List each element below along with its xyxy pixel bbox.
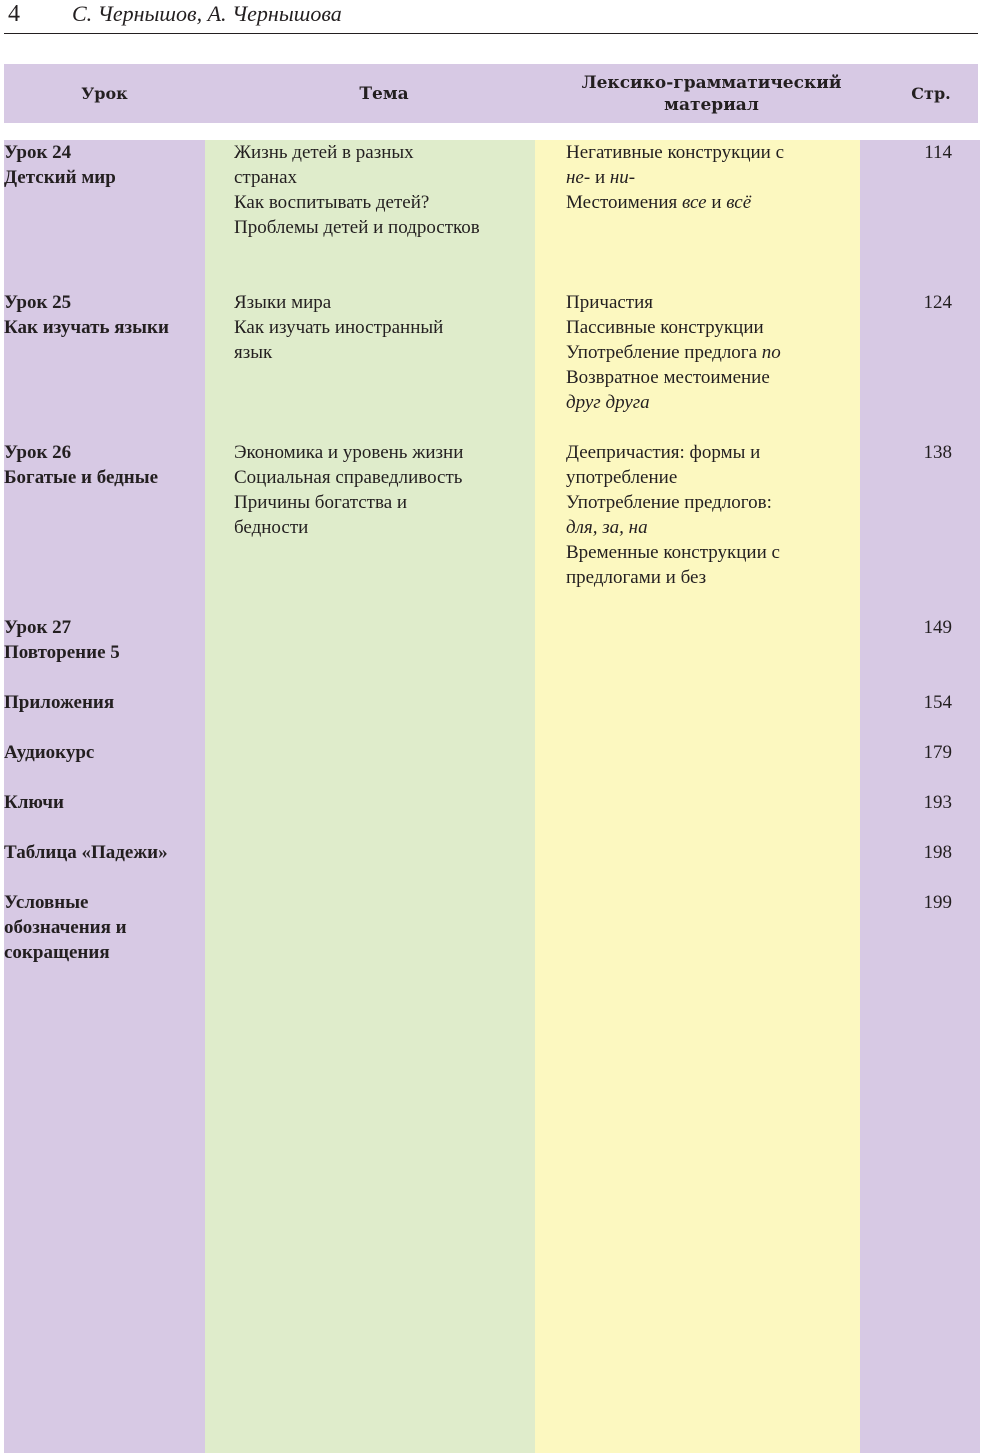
page-number-cell: 193 [923, 792, 952, 813]
topic-line: Экономика и уровень жизни [234, 442, 464, 463]
section-title: Аудиокурс [4, 742, 95, 763]
grammar-line [566, 165, 856, 190]
table-header [4, 64, 978, 123]
running-head [4, 0, 980, 30]
topic-line: бедности [234, 517, 309, 538]
section-title: Приложения [4, 692, 115, 713]
header-grammar [524, 64, 899, 123]
grammar-line: Негативные конструкции с [566, 142, 785, 163]
grammar-connector: и [590, 167, 610, 188]
grammar-cell [566, 440, 856, 590]
header-page: Стр. [911, 83, 951, 103]
grammar-connector: и [706, 192, 727, 213]
grammar-line [566, 340, 856, 365]
section-title: Ключи [4, 792, 64, 813]
grammar-cell [566, 140, 856, 215]
topic-line: язык [234, 342, 273, 363]
grammar-text: Местоимения [566, 192, 682, 213]
grammar-line: употребление [566, 467, 678, 488]
lesson-cell [4, 290, 204, 340]
topic-line: Как воспитывать детей? [234, 192, 430, 213]
topic-line: Языки мира [234, 292, 332, 313]
topic-line: Жизнь детей в разных [234, 142, 414, 163]
running-title: С. Чернышов, А. Чернышова [72, 1, 342, 26]
page-number-cell: 198 [923, 842, 952, 863]
page-number-cell: 199 [923, 892, 952, 913]
lesson-number: Урок 26 [4, 442, 72, 463]
grammar-line [566, 190, 856, 215]
lesson-title: Как изучать языки [4, 317, 169, 338]
lesson-cell [4, 615, 204, 665]
topic-cell [234, 290, 534, 365]
section-title-line: Условные [4, 892, 89, 913]
page-number-cell: 179 [923, 742, 952, 763]
section-title [4, 890, 204, 965]
lesson-number: Урок 27 [4, 617, 72, 638]
lesson-title: Повторение 5 [4, 642, 120, 663]
page-number-cell: 114 [924, 142, 952, 163]
topic-line: странах [234, 167, 298, 188]
lesson-title: Детский мир [4, 167, 116, 188]
section-title-line: сокращения [4, 942, 110, 963]
topic-line: Проблемы детей и подростков [234, 217, 480, 238]
grammar-line: Возвратное местоимение [566, 367, 770, 388]
grammar-line: Пассивные конструкции [566, 317, 764, 338]
grammar-term: всё [726, 192, 752, 213]
lesson-cell [4, 440, 204, 490]
grammar-line: Причастия [566, 292, 654, 313]
lesson-number: Урок 25 [4, 292, 72, 313]
section-title-line: обозначения и [4, 917, 127, 938]
topic-cell [234, 440, 534, 540]
grammar-term: по [761, 342, 781, 363]
grammar-line: Временные конструкции с [566, 542, 780, 563]
lesson-number: Урок 24 [4, 142, 72, 163]
page-number-cell: 138 [923, 442, 952, 463]
page-number-cell: 149 [923, 617, 952, 638]
header-grammar-line2: материал [664, 94, 759, 115]
grammar-cell [566, 290, 856, 415]
header-rule [4, 33, 978, 34]
topic-line: Как изучать иностранный [234, 317, 444, 338]
grammar-term: ни- [609, 167, 636, 188]
topic-line: Социальная справедливость [234, 467, 463, 488]
grammar-line: Деепричастия: формы и [566, 442, 761, 463]
page-number-cell: 124 [923, 292, 952, 313]
section-title: Таблица «Падежи» [4, 842, 168, 863]
header-lesson: Урок [81, 83, 128, 103]
header-grammar-line1: Лексико-грамматический [581, 72, 842, 93]
grammar-text: Употребление предлога [566, 342, 762, 363]
page-number-cell: 154 [923, 692, 952, 713]
grammar-line: предлогами и без [566, 567, 707, 588]
grammar-line: для, за, на [566, 517, 648, 538]
lesson-title: Богатые и бедные [4, 467, 159, 488]
topic-cell [234, 140, 534, 240]
topic-line: Причины богатства и [234, 492, 408, 513]
grammar-line: Употребление предлогов: [566, 492, 772, 513]
grammar-term: не- [566, 167, 591, 188]
header-topic: Тема [359, 83, 409, 104]
grammar-line: друг друга [566, 392, 650, 413]
grammar-term: все [682, 192, 707, 213]
lesson-cell [4, 140, 204, 190]
page-number: 4 [8, 1, 20, 27]
